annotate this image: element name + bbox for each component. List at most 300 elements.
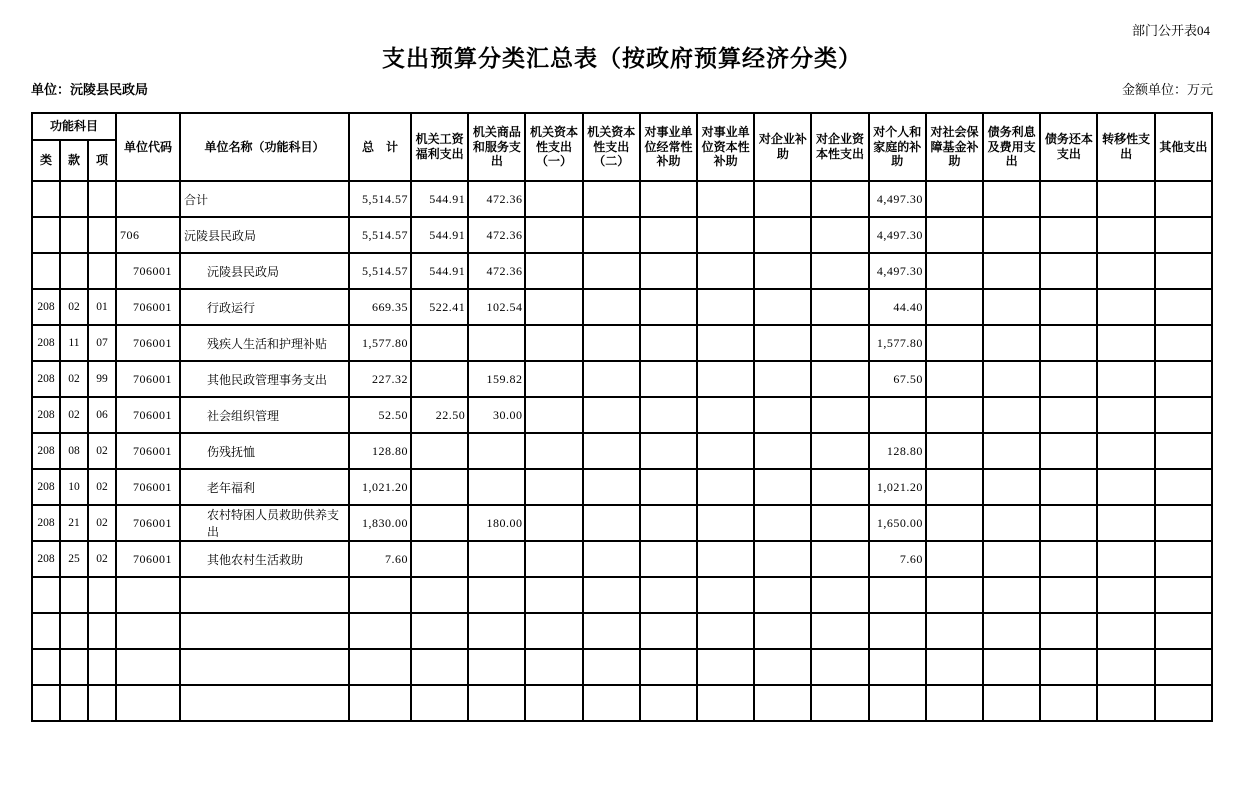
cell-value <box>926 325 983 361</box>
cell-func-item: 02 <box>88 433 116 469</box>
cell-value <box>1097 649 1154 685</box>
cell-value <box>1097 469 1154 505</box>
header-func-col: 项 <box>88 140 116 181</box>
cell-value <box>525 181 582 217</box>
cell-func-class: 208 <box>32 433 60 469</box>
header-func-col: 款 <box>60 140 88 181</box>
cell-value <box>983 361 1040 397</box>
cell-value: 22.50 <box>411 397 468 433</box>
cell-value <box>1040 505 1097 541</box>
cell-value <box>697 433 754 469</box>
cell-func-section: 21 <box>60 505 88 541</box>
cell-value <box>811 469 868 505</box>
cell-value: 472.36 <box>468 181 525 217</box>
cell-value <box>1155 505 1212 541</box>
cell-total: 5,514.57 <box>349 217 411 253</box>
cell-value <box>754 469 811 505</box>
cell-value <box>1040 577 1097 613</box>
cell-value <box>640 433 697 469</box>
cell-value <box>983 397 1040 433</box>
cell-value <box>811 505 868 541</box>
cell-value: 4,497.30 <box>869 253 926 289</box>
cell-value <box>983 325 1040 361</box>
cell-value <box>811 253 868 289</box>
cell-total: 7.60 <box>349 541 411 577</box>
cell-func-section: 02 <box>60 397 88 433</box>
cell-value <box>869 649 926 685</box>
cell-func-item: 02 <box>88 541 116 577</box>
cell-value <box>697 613 754 649</box>
cell-value: 102.54 <box>468 289 525 325</box>
cell-total <box>349 685 411 721</box>
cell-func-section <box>60 577 88 613</box>
cell-value <box>525 685 582 721</box>
header-econ-col: 对企业资本性支出 <box>811 113 868 181</box>
cell-value: 180.00 <box>468 505 525 541</box>
cell-value: 1,650.00 <box>869 505 926 541</box>
unit-label: 单位：沅陵县民政局 <box>31 82 149 97</box>
cell-value <box>754 289 811 325</box>
cell-value <box>754 541 811 577</box>
cell-value <box>583 685 640 721</box>
cell-unit-name <box>180 577 349 613</box>
cell-value <box>525 541 582 577</box>
cell-func-section <box>60 649 88 685</box>
cell-func-class: 208 <box>32 361 60 397</box>
cell-value <box>1155 181 1212 217</box>
cell-value: 1,021.20 <box>869 469 926 505</box>
cell-total: 52.50 <box>349 397 411 433</box>
cell-func-section: 08 <box>60 433 88 469</box>
cell-value <box>754 685 811 721</box>
cell-value <box>697 289 754 325</box>
table-body <box>32 181 1212 721</box>
cell-value <box>640 217 697 253</box>
cell-value <box>525 469 582 505</box>
cell-value <box>583 325 640 361</box>
cell-value <box>1040 217 1097 253</box>
cell-value <box>811 433 868 469</box>
header-econ-col: 其他支出 <box>1155 113 1212 181</box>
header-row-top <box>32 113 1212 140</box>
cell-value: 1,577.80 <box>869 325 926 361</box>
table-row <box>32 685 1212 721</box>
cell-total: 227.32 <box>349 361 411 397</box>
header-unit-code: 单位代码 <box>116 113 180 181</box>
cell-value <box>1040 541 1097 577</box>
cell-func-class: 208 <box>32 289 60 325</box>
cell-func-class <box>32 577 60 613</box>
cell-value: 159.82 <box>468 361 525 397</box>
cell-unit-code <box>116 181 180 217</box>
cell-value <box>411 685 468 721</box>
cell-func-class: 208 <box>32 505 60 541</box>
cell-value <box>583 577 640 613</box>
cell-value <box>983 253 1040 289</box>
cell-value <box>926 649 983 685</box>
amount-unit-label: 金额单位：万元 <box>1121 82 1213 97</box>
cell-value <box>983 469 1040 505</box>
cell-value <box>983 541 1040 577</box>
cell-value <box>468 685 525 721</box>
cell-value <box>640 361 697 397</box>
cell-value <box>1040 649 1097 685</box>
cell-value <box>1155 289 1212 325</box>
header-econ-col: 转移性支出 <box>1097 113 1154 181</box>
cell-value <box>525 505 582 541</box>
cell-value <box>411 433 468 469</box>
cell-value <box>525 433 582 469</box>
cell-value: 7.60 <box>869 541 926 577</box>
cell-total: 5,514.57 <box>349 181 411 217</box>
cell-value <box>411 649 468 685</box>
cell-unit-code: 706001 <box>116 397 180 433</box>
cell-unit-code: 706001 <box>116 289 180 325</box>
cell-value <box>754 325 811 361</box>
cell-unit-code: 706001 <box>116 505 180 541</box>
header-econ-col: 对企业补助 <box>754 113 811 181</box>
cell-value <box>1097 505 1154 541</box>
cell-value <box>811 325 868 361</box>
cell-value <box>754 181 811 217</box>
cell-value <box>754 505 811 541</box>
cell-unit-code: 706001 <box>116 541 180 577</box>
cell-value <box>525 613 582 649</box>
cell-value <box>983 577 1040 613</box>
table-row <box>32 325 1212 361</box>
header-econ-col: 机关资本性支出（一） <box>525 113 582 181</box>
cell-total: 1,830.00 <box>349 505 411 541</box>
cell-value: 544.91 <box>411 253 468 289</box>
cell-value <box>1155 397 1212 433</box>
cell-value <box>1040 397 1097 433</box>
cell-unit-name: 社会组织管理 <box>180 397 349 433</box>
cell-value <box>754 253 811 289</box>
cell-value: 522.41 <box>411 289 468 325</box>
cell-value <box>811 181 868 217</box>
cell-value <box>1097 613 1154 649</box>
cell-func-item: 01 <box>88 289 116 325</box>
cell-value <box>525 217 582 253</box>
cell-value <box>811 649 868 685</box>
cell-unit-code <box>116 649 180 685</box>
header-econ-col: 对事业单位资本性补助 <box>697 113 754 181</box>
cell-value <box>640 325 697 361</box>
table-row <box>32 397 1212 433</box>
table-row <box>32 469 1212 505</box>
cell-unit-name: 农村特困人员救助供养支出 <box>180 505 349 541</box>
cell-value <box>1040 289 1097 325</box>
cell-value <box>411 325 468 361</box>
cell-value <box>1097 181 1154 217</box>
cell-value <box>1040 361 1097 397</box>
cell-value <box>1097 577 1154 613</box>
cell-value <box>640 397 697 433</box>
cell-value: 4,497.30 <box>869 217 926 253</box>
header-econ-col: 债务利息及费用支出 <box>983 113 1040 181</box>
header-func-subject: 功能科目 <box>32 113 116 140</box>
cell-func-class <box>32 613 60 649</box>
cell-value <box>754 217 811 253</box>
cell-value <box>926 181 983 217</box>
cell-func-class <box>32 685 60 721</box>
cell-value <box>869 613 926 649</box>
cell-value: 128.80 <box>869 433 926 469</box>
cell-value <box>1097 253 1154 289</box>
cell-value <box>811 541 868 577</box>
cell-func-item: 99 <box>88 361 116 397</box>
table-row <box>32 649 1212 685</box>
cell-value <box>1097 217 1154 253</box>
cell-value <box>1097 289 1154 325</box>
cell-total: 1,577.80 <box>349 325 411 361</box>
cell-value <box>697 541 754 577</box>
cell-unit-name: 沅陵县民政局 <box>180 253 349 289</box>
cell-func-class <box>32 649 60 685</box>
cell-value <box>468 577 525 613</box>
header-econ-col: 机关资本性支出（二） <box>583 113 640 181</box>
cell-func-class <box>32 253 60 289</box>
cell-value <box>1155 253 1212 289</box>
cell-total: 1,021.20 <box>349 469 411 505</box>
cell-func-item <box>88 613 116 649</box>
table-row <box>32 289 1212 325</box>
cell-value <box>983 613 1040 649</box>
cell-func-class: 208 <box>32 469 60 505</box>
cell-value <box>1155 361 1212 397</box>
cell-unit-name: 沅陵县民政局 <box>180 217 349 253</box>
header-econ-col: 对事业单位经常性补助 <box>640 113 697 181</box>
budget-table <box>31 112 1213 722</box>
cell-value <box>697 397 754 433</box>
table-row <box>32 613 1212 649</box>
cell-unit-name: 合计 <box>180 181 349 217</box>
cell-func-section: 10 <box>60 469 88 505</box>
cell-func-section: 02 <box>60 289 88 325</box>
cell-value <box>525 289 582 325</box>
cell-unit-code: 706001 <box>116 253 180 289</box>
cell-unit-code <box>116 685 180 721</box>
table-row <box>32 433 1212 469</box>
cell-unit-code: 706 <box>116 217 180 253</box>
cell-total: 669.35 <box>349 289 411 325</box>
cell-func-class <box>32 181 60 217</box>
cell-value <box>468 613 525 649</box>
cell-func-item <box>88 217 116 253</box>
table-row <box>32 253 1212 289</box>
cell-value <box>640 541 697 577</box>
cell-value <box>754 577 811 613</box>
cell-value <box>1155 433 1212 469</box>
table-row <box>32 505 1212 541</box>
cell-value <box>525 397 582 433</box>
cell-value <box>411 505 468 541</box>
cell-value <box>640 253 697 289</box>
cell-value <box>983 685 1040 721</box>
cell-value: 30.00 <box>468 397 525 433</box>
cell-total <box>349 649 411 685</box>
cell-unit-name <box>180 649 349 685</box>
cell-value <box>811 361 868 397</box>
cell-unit-code <box>116 577 180 613</box>
cell-value <box>1040 613 1097 649</box>
header-func-col: 类 <box>32 140 60 181</box>
cell-value <box>983 649 1040 685</box>
cell-value <box>468 541 525 577</box>
header-econ-col: 机关商品和服务支出 <box>468 113 525 181</box>
table-row <box>32 217 1212 253</box>
cell-func-section: 11 <box>60 325 88 361</box>
cell-value <box>869 685 926 721</box>
table-row <box>32 541 1212 577</box>
cell-value <box>697 649 754 685</box>
cell-func-class: 208 <box>32 541 60 577</box>
cell-value <box>697 577 754 613</box>
header-econ-col: 债务还本支出 <box>1040 113 1097 181</box>
cell-value <box>811 397 868 433</box>
cell-value <box>583 289 640 325</box>
cell-func-section: 02 <box>60 361 88 397</box>
meta-row <box>31 79 1213 98</box>
cell-value <box>926 685 983 721</box>
cell-unit-code: 706001 <box>116 433 180 469</box>
cell-func-item <box>88 181 116 217</box>
cell-value <box>583 433 640 469</box>
cell-value <box>468 469 525 505</box>
cell-value <box>697 361 754 397</box>
cell-value <box>1155 469 1212 505</box>
header-econ-col: 对个人和家庭的补助 <box>869 113 926 181</box>
table-header <box>32 113 1212 181</box>
cell-func-class: 208 <box>32 325 60 361</box>
cell-func-section: 25 <box>60 541 88 577</box>
cell-value <box>525 325 582 361</box>
cell-value <box>1097 397 1154 433</box>
cell-value <box>1155 685 1212 721</box>
cell-value <box>1040 181 1097 217</box>
cell-value <box>1155 325 1212 361</box>
cell-value <box>411 577 468 613</box>
cell-value <box>468 649 525 685</box>
cell-value <box>583 397 640 433</box>
cell-value <box>583 469 640 505</box>
cell-value <box>525 577 582 613</box>
cell-value: 472.36 <box>468 217 525 253</box>
cell-value <box>583 361 640 397</box>
cell-value: 472.36 <box>468 253 525 289</box>
cell-func-item: 02 <box>88 469 116 505</box>
cell-value <box>525 361 582 397</box>
cell-total: 128.80 <box>349 433 411 469</box>
cell-value <box>583 253 640 289</box>
cell-value <box>983 433 1040 469</box>
cell-value <box>754 613 811 649</box>
cell-total <box>349 577 411 613</box>
cell-value <box>640 289 697 325</box>
cell-value <box>1040 253 1097 289</box>
cell-value <box>926 289 983 325</box>
cell-value <box>640 613 697 649</box>
cell-value <box>697 181 754 217</box>
cell-value <box>926 253 983 289</box>
cell-value <box>1040 325 1097 361</box>
cell-value <box>926 577 983 613</box>
cell-func-class: 208 <box>32 397 60 433</box>
cell-value <box>583 541 640 577</box>
cell-value <box>525 649 582 685</box>
cell-unit-code: 706001 <box>116 325 180 361</box>
cell-func-section <box>60 217 88 253</box>
cell-value <box>583 217 640 253</box>
cell-unit-name <box>180 613 349 649</box>
cell-value <box>1097 541 1154 577</box>
cell-value: 44.40 <box>869 289 926 325</box>
cell-value <box>468 433 525 469</box>
cell-value <box>1097 361 1154 397</box>
header-econ-col: 机关工资福利支出 <box>411 113 468 181</box>
cell-unit-name: 老年福利 <box>180 469 349 505</box>
cell-unit-name <box>180 685 349 721</box>
cell-value <box>1155 649 1212 685</box>
cell-total <box>349 613 411 649</box>
header-total: 总 计 <box>349 113 411 181</box>
cell-value <box>525 253 582 289</box>
cell-unit-name: 行政运行 <box>180 289 349 325</box>
table-row <box>32 361 1212 397</box>
cell-func-item <box>88 685 116 721</box>
cell-func-section <box>60 685 88 721</box>
cell-value <box>697 469 754 505</box>
cell-value: 544.91 <box>411 217 468 253</box>
cell-value <box>1097 685 1154 721</box>
cell-value <box>640 685 697 721</box>
cell-unit-code <box>116 613 180 649</box>
cell-func-item: 02 <box>88 505 116 541</box>
cell-func-item: 07 <box>88 325 116 361</box>
cell-value: 67.50 <box>869 361 926 397</box>
cell-unit-code: 706001 <box>116 361 180 397</box>
cell-value <box>926 469 983 505</box>
cell-value: 4,497.30 <box>869 181 926 217</box>
cell-value <box>1097 433 1154 469</box>
table-row <box>32 181 1212 217</box>
cell-unit-name: 其他农村生活救助 <box>180 541 349 577</box>
header-econ-col: 对社会保障基金补助 <box>926 113 983 181</box>
cell-value <box>926 541 983 577</box>
cell-value <box>983 181 1040 217</box>
table-row <box>32 577 1212 613</box>
cell-value <box>811 613 868 649</box>
cell-value <box>754 397 811 433</box>
cell-value <box>869 397 926 433</box>
cell-value <box>754 433 811 469</box>
cell-unit-name: 伤残抚恤 <box>180 433 349 469</box>
cell-value <box>811 289 868 325</box>
cell-total: 5,514.57 <box>349 253 411 289</box>
cell-value <box>583 181 640 217</box>
cell-func-section <box>60 253 88 289</box>
cell-value <box>869 577 926 613</box>
doc-label: 部门公开表04 <box>1131 23 1210 38</box>
cell-value <box>1040 685 1097 721</box>
cell-value <box>811 217 868 253</box>
cell-value <box>754 649 811 685</box>
cell-value <box>583 613 640 649</box>
cell-value <box>926 505 983 541</box>
cell-func-item <box>88 577 116 613</box>
cell-value <box>411 469 468 505</box>
cell-value <box>1040 433 1097 469</box>
